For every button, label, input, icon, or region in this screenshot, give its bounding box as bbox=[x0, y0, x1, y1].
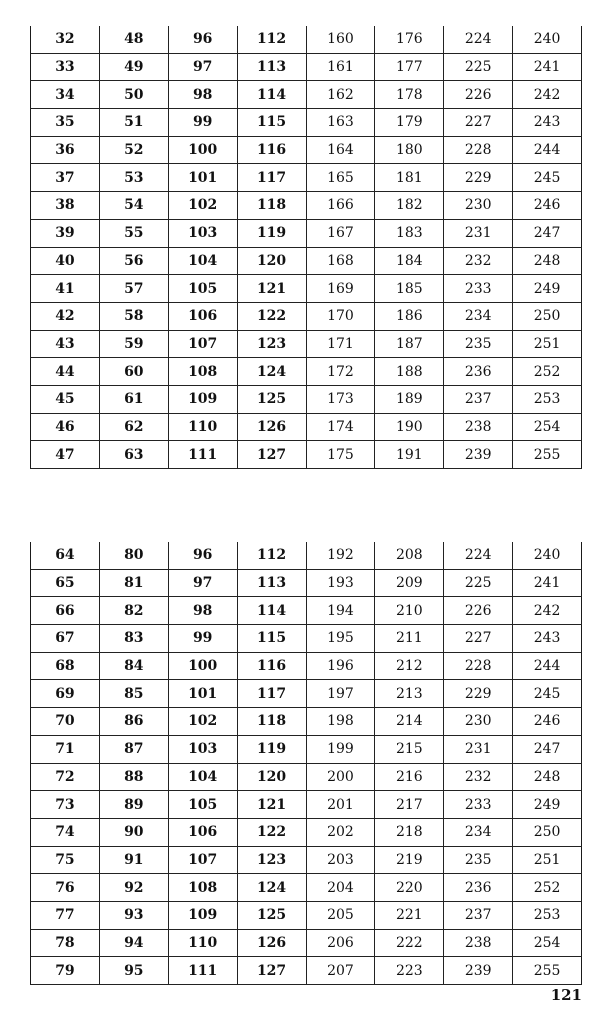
table-cell: 235 bbox=[444, 846, 513, 874]
table-cell: 120 bbox=[237, 247, 306, 275]
table-cell: 122 bbox=[237, 818, 306, 846]
table-row bbox=[31, 330, 582, 358]
table-cell: 164 bbox=[306, 136, 375, 164]
table-cell: 102 bbox=[168, 192, 237, 220]
table-cell: 46 bbox=[31, 413, 100, 441]
table-cell: 88 bbox=[99, 763, 168, 791]
number-table-upper-body bbox=[31, 26, 582, 469]
table-cell: 243 bbox=[513, 109, 582, 137]
table-cell: 230 bbox=[444, 708, 513, 736]
table-cell: 87 bbox=[99, 735, 168, 763]
table-cell: 125 bbox=[237, 901, 306, 929]
table-cell: 79 bbox=[31, 957, 100, 985]
table-cell: 69 bbox=[31, 680, 100, 708]
table-cell: 212 bbox=[375, 652, 444, 680]
table-cell: 254 bbox=[513, 929, 582, 957]
table-row bbox=[31, 164, 582, 192]
table-cell: 246 bbox=[513, 708, 582, 736]
table-cell: 86 bbox=[99, 708, 168, 736]
table-cell: 210 bbox=[375, 597, 444, 625]
table-row bbox=[31, 763, 582, 791]
table-cell: 105 bbox=[168, 791, 237, 819]
table-cell: 101 bbox=[168, 680, 237, 708]
table-cell: 254 bbox=[513, 413, 582, 441]
table-cell: 91 bbox=[99, 846, 168, 874]
page-number: 121 bbox=[550, 986, 582, 1004]
table-cell: 32 bbox=[31, 26, 100, 53]
table-row bbox=[31, 569, 582, 597]
table-cell: 63 bbox=[99, 441, 168, 469]
table-cell: 228 bbox=[444, 136, 513, 164]
table-cell: 103 bbox=[168, 735, 237, 763]
table-cell: 252 bbox=[513, 874, 582, 902]
table-cell: 244 bbox=[513, 652, 582, 680]
table-row bbox=[31, 358, 582, 386]
table-cell: 74 bbox=[31, 818, 100, 846]
table-cell: 236 bbox=[444, 358, 513, 386]
table-cell: 119 bbox=[237, 219, 306, 247]
table-cell: 226 bbox=[444, 81, 513, 109]
table-cell: 220 bbox=[375, 874, 444, 902]
table-cell: 123 bbox=[237, 330, 306, 358]
table-cell: 201 bbox=[306, 791, 375, 819]
table-cell: 242 bbox=[513, 81, 582, 109]
table-cell: 122 bbox=[237, 302, 306, 330]
table-cell: 95 bbox=[99, 957, 168, 985]
table-cell: 82 bbox=[99, 597, 168, 625]
table-cell: 222 bbox=[375, 929, 444, 957]
table-cell: 115 bbox=[237, 109, 306, 137]
table-cell: 110 bbox=[168, 413, 237, 441]
table-cell: 179 bbox=[375, 109, 444, 137]
table-cell: 51 bbox=[99, 109, 168, 137]
table-row bbox=[31, 597, 582, 625]
table-cell: 81 bbox=[99, 569, 168, 597]
table-cell: 100 bbox=[168, 136, 237, 164]
table-cell: 253 bbox=[513, 901, 582, 929]
table-cell: 241 bbox=[513, 53, 582, 81]
number-table-lower-body bbox=[31, 542, 582, 985]
table-cell: 218 bbox=[375, 818, 444, 846]
table-cell: 118 bbox=[237, 708, 306, 736]
table-cell: 39 bbox=[31, 219, 100, 247]
table-cell: 240 bbox=[513, 542, 582, 569]
table-cell: 34 bbox=[31, 81, 100, 109]
table-cell: 247 bbox=[513, 735, 582, 763]
table-cell: 54 bbox=[99, 192, 168, 220]
table-cell: 98 bbox=[168, 597, 237, 625]
table-row bbox=[31, 929, 582, 957]
table-cell: 77 bbox=[31, 901, 100, 929]
table-cell: 56 bbox=[99, 247, 168, 275]
table-cell: 112 bbox=[237, 542, 306, 569]
table-cell: 192 bbox=[306, 542, 375, 569]
table-cell: 174 bbox=[306, 413, 375, 441]
table-row bbox=[31, 818, 582, 846]
table-cell: 249 bbox=[513, 791, 582, 819]
table-cell: 50 bbox=[99, 81, 168, 109]
table-cell: 127 bbox=[237, 957, 306, 985]
table-cell: 227 bbox=[444, 109, 513, 137]
table-cell: 239 bbox=[444, 441, 513, 469]
table-cell: 92 bbox=[99, 874, 168, 902]
table-cell: 200 bbox=[306, 763, 375, 791]
table-cell: 126 bbox=[237, 413, 306, 441]
table-cell: 211 bbox=[375, 625, 444, 653]
table-cell: 124 bbox=[237, 358, 306, 386]
table-cell: 242 bbox=[513, 597, 582, 625]
table-cell: 78 bbox=[31, 929, 100, 957]
table-cell: 165 bbox=[306, 164, 375, 192]
table-row bbox=[31, 542, 582, 569]
table-cell: 52 bbox=[99, 136, 168, 164]
table-cell: 246 bbox=[513, 192, 582, 220]
table-cell: 183 bbox=[375, 219, 444, 247]
table-cell: 83 bbox=[99, 625, 168, 653]
table-cell: 99 bbox=[168, 109, 237, 137]
table-cell: 251 bbox=[513, 330, 582, 358]
table-cell: 101 bbox=[168, 164, 237, 192]
table-cell: 238 bbox=[444, 413, 513, 441]
table-cell: 72 bbox=[31, 763, 100, 791]
table-cell: 35 bbox=[31, 109, 100, 137]
table-cell: 43 bbox=[31, 330, 100, 358]
table-cell: 176 bbox=[375, 26, 444, 53]
table-row bbox=[31, 441, 582, 469]
table-cell: 33 bbox=[31, 53, 100, 81]
table-cell: 167 bbox=[306, 219, 375, 247]
table-cell: 49 bbox=[99, 53, 168, 81]
table-cell: 208 bbox=[375, 542, 444, 569]
table-cell: 160 bbox=[306, 26, 375, 53]
table-cell: 236 bbox=[444, 874, 513, 902]
table-cell: 237 bbox=[444, 901, 513, 929]
table-row bbox=[31, 81, 582, 109]
table-cell: 235 bbox=[444, 330, 513, 358]
table-cell: 66 bbox=[31, 597, 100, 625]
table-row bbox=[31, 192, 582, 220]
table-cell: 217 bbox=[375, 791, 444, 819]
table-cell: 161 bbox=[306, 53, 375, 81]
table-cell: 80 bbox=[99, 542, 168, 569]
table-cell: 171 bbox=[306, 330, 375, 358]
table-cell: 198 bbox=[306, 708, 375, 736]
table-cell: 62 bbox=[99, 413, 168, 441]
table-cell: 190 bbox=[375, 413, 444, 441]
table-cell: 119 bbox=[237, 735, 306, 763]
table-row bbox=[31, 791, 582, 819]
table-cell: 76 bbox=[31, 874, 100, 902]
table-cell: 191 bbox=[375, 441, 444, 469]
table-cell: 108 bbox=[168, 874, 237, 902]
table-cell: 193 bbox=[306, 569, 375, 597]
table-row bbox=[31, 247, 582, 275]
table-cell: 248 bbox=[513, 763, 582, 791]
table-cell: 103 bbox=[168, 219, 237, 247]
table-row bbox=[31, 136, 582, 164]
table-cell: 163 bbox=[306, 109, 375, 137]
table-cell: 114 bbox=[237, 597, 306, 625]
table-cell: 214 bbox=[375, 708, 444, 736]
table-cell: 172 bbox=[306, 358, 375, 386]
table-cell: 168 bbox=[306, 247, 375, 275]
table-cell: 84 bbox=[99, 652, 168, 680]
table-cell: 204 bbox=[306, 874, 375, 902]
table-row bbox=[31, 874, 582, 902]
table-cell: 36 bbox=[31, 136, 100, 164]
table-cell: 241 bbox=[513, 569, 582, 597]
table-cell: 68 bbox=[31, 652, 100, 680]
table-row bbox=[31, 846, 582, 874]
table-row bbox=[31, 53, 582, 81]
table-cell: 41 bbox=[31, 275, 100, 303]
table-cell: 38 bbox=[31, 192, 100, 220]
table-cell: 45 bbox=[31, 385, 100, 413]
table-cell: 255 bbox=[513, 957, 582, 985]
table-cell: 234 bbox=[444, 302, 513, 330]
table-cell: 215 bbox=[375, 735, 444, 763]
table-cell: 197 bbox=[306, 680, 375, 708]
table-cell: 100 bbox=[168, 652, 237, 680]
table-cell: 205 bbox=[306, 901, 375, 929]
table-cell: 71 bbox=[31, 735, 100, 763]
table-cell: 247 bbox=[513, 219, 582, 247]
table-cell: 96 bbox=[168, 542, 237, 569]
table-cell: 185 bbox=[375, 275, 444, 303]
table-cell: 169 bbox=[306, 275, 375, 303]
table-cell: 202 bbox=[306, 818, 375, 846]
table-cell: 55 bbox=[99, 219, 168, 247]
table-cell: 189 bbox=[375, 385, 444, 413]
table-cell: 73 bbox=[31, 791, 100, 819]
table-cell: 186 bbox=[375, 302, 444, 330]
table-cell: 115 bbox=[237, 625, 306, 653]
table-cell: 219 bbox=[375, 846, 444, 874]
table-cell: 177 bbox=[375, 53, 444, 81]
table-cell: 251 bbox=[513, 846, 582, 874]
table-cell: 102 bbox=[168, 708, 237, 736]
table-cell: 44 bbox=[31, 358, 100, 386]
table-cell: 121 bbox=[237, 275, 306, 303]
table-cell: 104 bbox=[168, 247, 237, 275]
table-cell: 223 bbox=[375, 957, 444, 985]
table-row bbox=[31, 625, 582, 653]
table-cell: 229 bbox=[444, 680, 513, 708]
table-cell: 67 bbox=[31, 625, 100, 653]
table-cell: 114 bbox=[237, 81, 306, 109]
table-cell: 96 bbox=[168, 26, 237, 53]
table-cell: 203 bbox=[306, 846, 375, 874]
table-cell: 47 bbox=[31, 441, 100, 469]
table-cell: 232 bbox=[444, 247, 513, 275]
table-row bbox=[31, 652, 582, 680]
table-cell: 117 bbox=[237, 164, 306, 192]
table-cell: 53 bbox=[99, 164, 168, 192]
table-cell: 90 bbox=[99, 818, 168, 846]
table-cell: 238 bbox=[444, 929, 513, 957]
table-cell: 194 bbox=[306, 597, 375, 625]
table-cell: 105 bbox=[168, 275, 237, 303]
table-cell: 124 bbox=[237, 874, 306, 902]
table-cell: 224 bbox=[444, 26, 513, 53]
table-cell: 116 bbox=[237, 136, 306, 164]
table-cell: 127 bbox=[237, 441, 306, 469]
table-cell: 166 bbox=[306, 192, 375, 220]
table-cell: 75 bbox=[31, 846, 100, 874]
table-cell: 170 bbox=[306, 302, 375, 330]
table-cell: 99 bbox=[168, 625, 237, 653]
table-cell: 224 bbox=[444, 542, 513, 569]
table-row bbox=[31, 680, 582, 708]
table-cell: 187 bbox=[375, 330, 444, 358]
table-cell: 173 bbox=[306, 385, 375, 413]
table-row bbox=[31, 219, 582, 247]
table-cell: 231 bbox=[444, 219, 513, 247]
table-cell: 178 bbox=[375, 81, 444, 109]
table-cell: 113 bbox=[237, 569, 306, 597]
table-row bbox=[31, 385, 582, 413]
table-cell: 60 bbox=[99, 358, 168, 386]
table-row bbox=[31, 413, 582, 441]
table-cell: 231 bbox=[444, 735, 513, 763]
table-cell: 206 bbox=[306, 929, 375, 957]
table-cell: 93 bbox=[99, 901, 168, 929]
table-cell: 196 bbox=[306, 652, 375, 680]
table-cell: 120 bbox=[237, 763, 306, 791]
table-cell: 228 bbox=[444, 652, 513, 680]
table-cell: 225 bbox=[444, 569, 513, 597]
table-cell: 112 bbox=[237, 26, 306, 53]
table-cell: 229 bbox=[444, 164, 513, 192]
table-cell: 58 bbox=[99, 302, 168, 330]
table-cell: 255 bbox=[513, 441, 582, 469]
table-row bbox=[31, 109, 582, 137]
table-row bbox=[31, 708, 582, 736]
table-cell: 250 bbox=[513, 302, 582, 330]
table-cell: 117 bbox=[237, 680, 306, 708]
number-table-lower bbox=[30, 542, 582, 985]
table-cell: 126 bbox=[237, 929, 306, 957]
table-cell: 226 bbox=[444, 597, 513, 625]
table-row bbox=[31, 735, 582, 763]
table-cell: 94 bbox=[99, 929, 168, 957]
table-cell: 243 bbox=[513, 625, 582, 653]
table-cell: 125 bbox=[237, 385, 306, 413]
table-cell: 216 bbox=[375, 763, 444, 791]
table-cell: 106 bbox=[168, 302, 237, 330]
table-cell: 209 bbox=[375, 569, 444, 597]
table-cell: 253 bbox=[513, 385, 582, 413]
table-row bbox=[31, 957, 582, 985]
table-cell: 245 bbox=[513, 164, 582, 192]
table-cell: 233 bbox=[444, 275, 513, 303]
table-cell: 59 bbox=[99, 330, 168, 358]
table-cell: 97 bbox=[168, 53, 237, 81]
number-table-upper bbox=[30, 26, 582, 469]
table-cell: 240 bbox=[513, 26, 582, 53]
table-cell: 85 bbox=[99, 680, 168, 708]
table-cell: 111 bbox=[168, 957, 237, 985]
table-cell: 162 bbox=[306, 81, 375, 109]
table-cell: 109 bbox=[168, 385, 237, 413]
table-cell: 232 bbox=[444, 763, 513, 791]
table-cell: 248 bbox=[513, 247, 582, 275]
table-cell: 121 bbox=[237, 791, 306, 819]
table-row bbox=[31, 901, 582, 929]
table-cell: 123 bbox=[237, 846, 306, 874]
table-cell: 107 bbox=[168, 846, 237, 874]
table-cell: 180 bbox=[375, 136, 444, 164]
table-cell: 239 bbox=[444, 957, 513, 985]
table-cell: 249 bbox=[513, 275, 582, 303]
table-cell: 106 bbox=[168, 818, 237, 846]
table-cell: 207 bbox=[306, 957, 375, 985]
table-cell: 195 bbox=[306, 625, 375, 653]
table-cell: 109 bbox=[168, 901, 237, 929]
table-cell: 108 bbox=[168, 358, 237, 386]
table-cell: 98 bbox=[168, 81, 237, 109]
table-cell: 244 bbox=[513, 136, 582, 164]
table-cell: 89 bbox=[99, 791, 168, 819]
table-cell: 104 bbox=[168, 763, 237, 791]
table-cell: 113 bbox=[237, 53, 306, 81]
table-row bbox=[31, 275, 582, 303]
table-cell: 48 bbox=[99, 26, 168, 53]
table-cell: 181 bbox=[375, 164, 444, 192]
table-cell: 40 bbox=[31, 247, 100, 275]
table-cell: 111 bbox=[168, 441, 237, 469]
table-cell: 230 bbox=[444, 192, 513, 220]
table-cell: 234 bbox=[444, 818, 513, 846]
table-cell: 61 bbox=[99, 385, 168, 413]
table-cell: 116 bbox=[237, 652, 306, 680]
table-cell: 182 bbox=[375, 192, 444, 220]
table-cell: 107 bbox=[168, 330, 237, 358]
table-cell: 64 bbox=[31, 542, 100, 569]
table-cell: 37 bbox=[31, 164, 100, 192]
table-row bbox=[31, 26, 582, 53]
table-cell: 237 bbox=[444, 385, 513, 413]
table-cell: 199 bbox=[306, 735, 375, 763]
table-cell: 184 bbox=[375, 247, 444, 275]
table-cell: 118 bbox=[237, 192, 306, 220]
table-cell: 227 bbox=[444, 625, 513, 653]
table-cell: 110 bbox=[168, 929, 237, 957]
table-cell: 252 bbox=[513, 358, 582, 386]
table-cell: 70 bbox=[31, 708, 100, 736]
table-cell: 245 bbox=[513, 680, 582, 708]
table-cell: 213 bbox=[375, 680, 444, 708]
table-cell: 188 bbox=[375, 358, 444, 386]
table-cell: 57 bbox=[99, 275, 168, 303]
table-cell: 250 bbox=[513, 818, 582, 846]
table-cell: 42 bbox=[31, 302, 100, 330]
table-cell: 65 bbox=[31, 569, 100, 597]
table-cell: 97 bbox=[168, 569, 237, 597]
table-cell: 221 bbox=[375, 901, 444, 929]
table-cell: 225 bbox=[444, 53, 513, 81]
table-cell: 175 bbox=[306, 441, 375, 469]
table-row bbox=[31, 302, 582, 330]
table-cell: 233 bbox=[444, 791, 513, 819]
